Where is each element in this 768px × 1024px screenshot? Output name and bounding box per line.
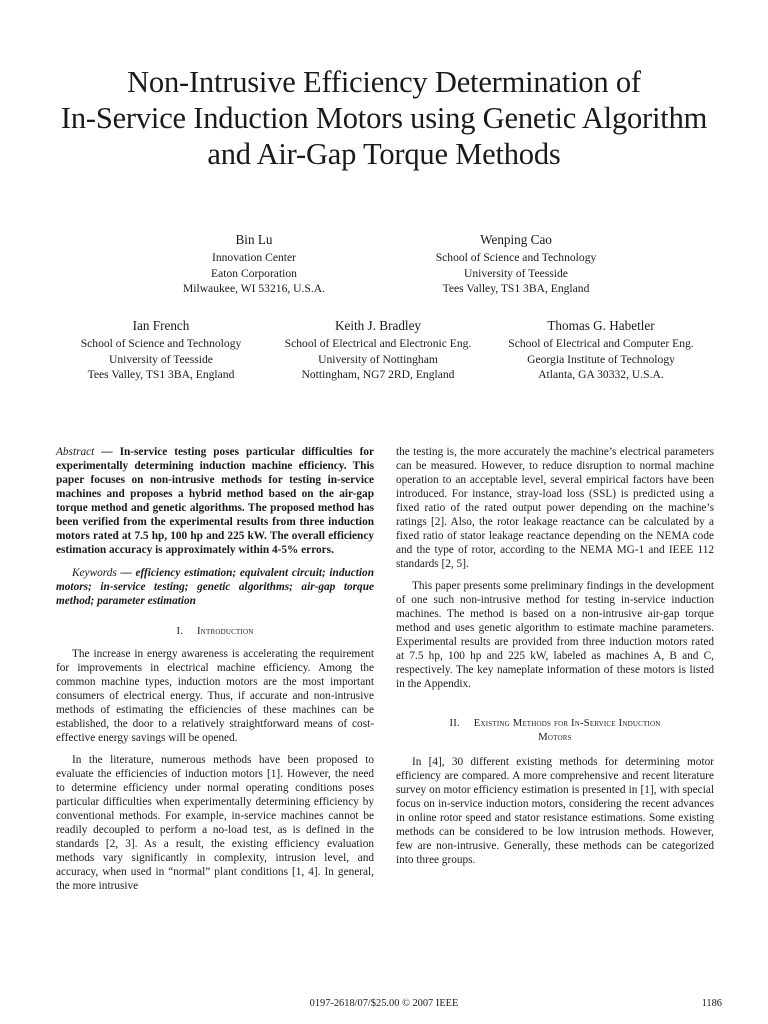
author-affiliation: Milwaukee, WI 53216, U.S.A. — [182, 282, 326, 295]
author-block — [56, 318, 266, 383]
author-block — [396, 232, 636, 297]
body-paragraph: This paper presents some preliminary findings in the development of one such non-intrusive method for testing in-service induction machines. The method is based on a non-intrusive air-gap torque method and uses genetic algorithm to estimate machine parameters. Experimental results are provided from three induction motors rated at 7.5 hp, 100 hp and 225 kW, labeled as machines A, B and C, respectively. The key nameplate information of these motors is listed in the Appendix. — [396, 580, 714, 690]
author-affiliation: University of Teesside — [464, 266, 568, 280]
author-block — [492, 318, 710, 383]
author-affiliation: Nottingham, NG7 2RD, England — [301, 368, 455, 381]
author-affiliation: Tees Valley, TS1 3BA, England — [87, 368, 235, 381]
section-number: II. — [449, 718, 460, 729]
author-name: Thomas G. Habetler — [547, 318, 655, 333]
title-line: and Air-Gap Torque Methods — [207, 137, 561, 171]
abstract-text: — In-service testing poses particular difficulties for experimentally determining induction machine efficiency. This paper focuses on non-intrusive methods for testing in-service machines and proposes a hybrid method based on the air-gap torque method and genetic algorithms. The proposed method has been verified from the experimental results from three induction motors rated at 7.5 hp, 100 hp and 225 kW. The overall efficiency estimation accuracy is approximately within 4-5% errors. — [56, 446, 374, 556]
author-affiliation: Innovation Center — [211, 251, 297, 264]
copyright-notice: 0197-2618/07/$25.00 © 2007 IEEE — [309, 998, 459, 1009]
right-column — [396, 445, 714, 867]
author-affiliation: Tees Valley, TS1 3BA, England — [442, 282, 590, 295]
keywords — [56, 566, 374, 608]
author-affiliation: University of Teesside — [109, 352, 213, 366]
section-title-continued: Motors — [538, 732, 572, 743]
keywords-text: — efficiency estimation; equivalent circuit; induction motors; in-service testing; genetic algorithms; air-gap torque method; parameter estimation — [56, 567, 374, 607]
keywords-lead: Keywords — [72, 567, 117, 579]
author-block — [268, 318, 488, 383]
title-line: Non-Intrusive Efficiency Determination of — [127, 65, 641, 99]
title-line: In-Service Induction Motors using Genetic Algorithm — [60, 101, 708, 135]
section-heading — [56, 625, 374, 639]
author-affiliation: School of Electrical and Electronic Eng. — [284, 337, 472, 350]
author-name: Ian French — [132, 318, 190, 333]
author-affiliation: School of Science and Technology — [80, 337, 242, 350]
author-affiliation: School of Electrical and Computer Eng. — [508, 337, 694, 350]
body-paragraph: The increase in energy awareness is accelerating the requirement for improvements in electrical machine efficiency. Among the common machine types, induction motors are the most important consumers of electrical energy. Thus, if accurate and non-intrusive methods of estimating the efficiencies of these machines can be established, the door to a relatively straightforward means of cost-effective energy savings will be opened. — [56, 648, 374, 744]
author-name: Bin Lu — [235, 232, 273, 247]
author-affiliation: Atlanta, GA 30332, U.S.A. — [538, 368, 664, 381]
author-name: Keith J. Bradley — [334, 318, 422, 333]
body-paragraph: In [4], 30 different existing methods for determining motor efficiency are compared. A more comprehensive and recent literature survey on motor efficiency estimation is presented in [1], with special focus on in-service induction motors, considering the recent advances in online rotor speed and stator resistance estimations. Some existing methods can be considered to be low intrusion methods. However, few are non-intrusive. Generally, these methods can be categorized into three groups. — [396, 756, 714, 866]
left-column — [56, 445, 374, 893]
section-title: Existing Methods for In-Service Induction — [473, 718, 661, 729]
author-affiliation: University of Nottingham — [318, 352, 438, 366]
author-affiliation: Eaton Corporation — [211, 266, 297, 280]
abstract — [56, 445, 374, 557]
page-number: 1186 — [701, 998, 722, 1009]
author-affiliation: School of Science and Technology — [435, 251, 597, 264]
section-title: Introduction — [197, 626, 254, 637]
author-affiliation: Georgia Institute of Technology — [527, 352, 675, 366]
author-block — [134, 232, 374, 297]
section-heading — [396, 717, 714, 745]
body-paragraph: In the literature, numerous methods have been proposed to evaluate the efficiencies of induction motors [1]. However, the need to determine efficiency under normal operating conditions poses particular difficulties when experimentally determining efficiency by conventional methods. For example, in-service machines cannot be readily decoupled to perform a no-load test, as is defined in the standards [2, 3]. As a result, the existing efficiency evaluation methods vary significantly in complexity, intrusion level, and accuracy, when used in “normal” plant conditions [1, 4]. In general, the more intrusive — [56, 754, 374, 892]
section-number: I. — [176, 626, 184, 637]
paper-title — [40, 64, 728, 172]
abstract-lead: Abstract — [56, 446, 95, 458]
author-name: Wenping Cao — [480, 232, 552, 247]
body-paragraph: the testing is, the more accurately the machine’s electrical parameters can be measured. However, to reduce disruption to normal machine operation to an acceptable level, several empirical factors have been introduced. For instance, stray-load loss (SSL) is predicted using a fixed ratio of the rated output power depending on the machine’s ratings [2]. Also, the rotor leakage reactance can be calculated by a fixed ratio of stator leakage reactance depending on the NEMA code and the type of rotor, according to the NEMA MG-1 and IEEE 112 standards [2, 5]. — [396, 446, 714, 570]
